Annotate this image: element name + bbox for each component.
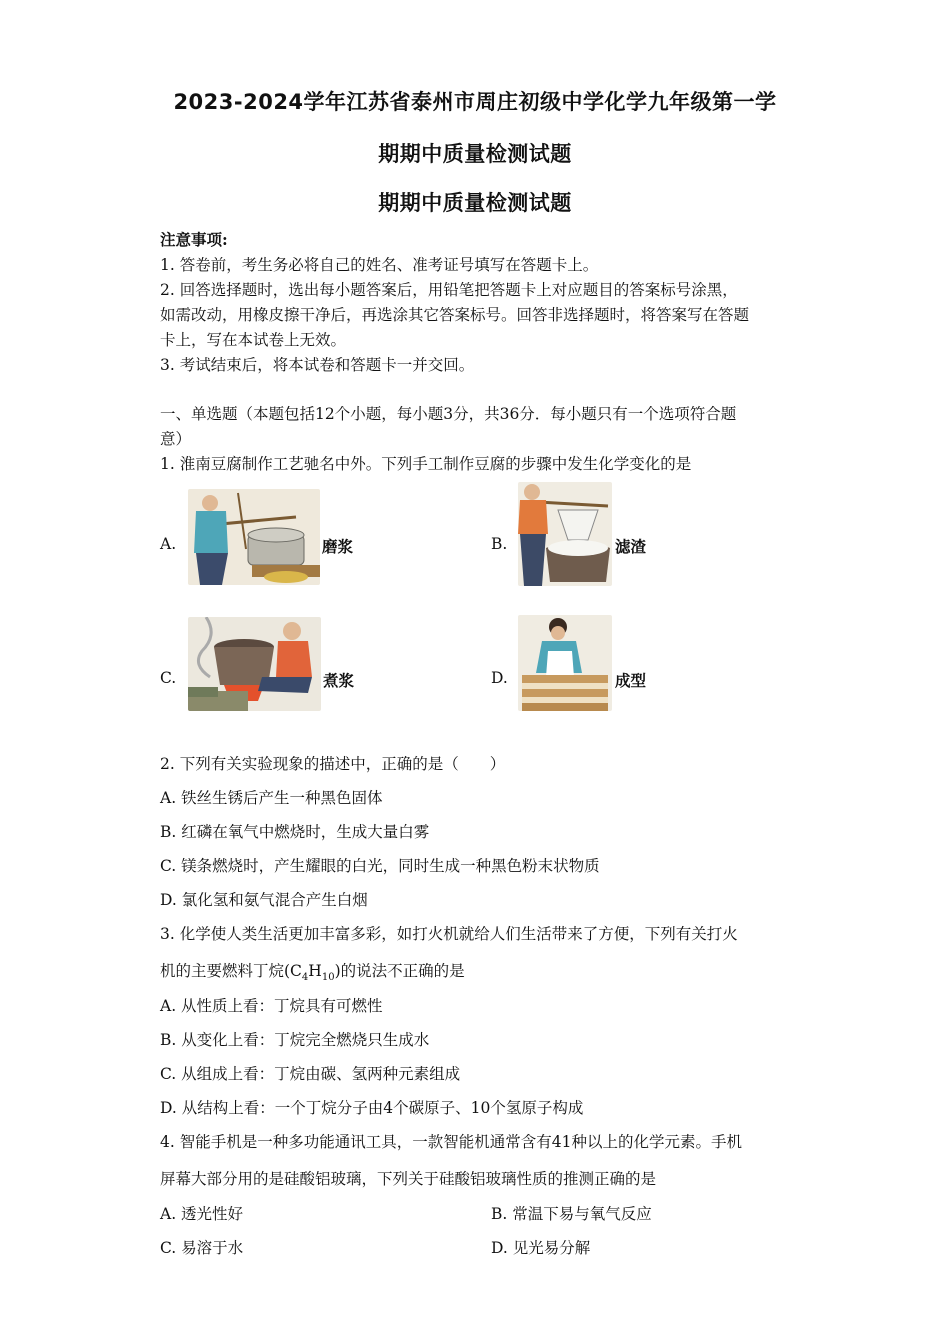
question-4-stem: 4. 智能手机是一种多功能通讯工具，一款智能机通常含有41种以上的化学元素。手机 [160,1133,742,1151]
page-title-line-3: 期期中质量检测试题 [378,191,572,215]
notice-heading: 注意事项: [160,230,228,249]
page-title-line-1: 2023-2024学年江苏省泰州市周庄初级中学化学九年级第一学 [173,90,777,114]
q3-option: C. 从组成上看：丁烷由碳、氢两种元素组成 [160,1065,461,1083]
page-title-line-2: 期期中质量检测试题 [378,142,572,166]
q2-option: B. 红磷在氧气中燃烧时，生成大量白雾 [160,823,430,841]
q4-option-b: B. 常温下易与氧气反应 [491,1205,652,1223]
question-4-stem-cont: 屏幕大部分用的是硅酸铝玻璃，下列关于硅酸铝玻璃性质的推测正确的是 [160,1170,657,1188]
q1-option-b-caption: 滤渣 [615,537,647,556]
q2-option: C. 镁条燃烧时，产生耀眼的白光，同时生成一种黑色粉末状物质 [160,857,600,875]
q3-stem-part: )的说法不正确的是 [334,962,465,980]
q4-option-c: C. 易溶于水 [160,1239,244,1257]
boiling-illustration [188,617,321,711]
question-3-stem-cont [160,959,465,983]
pressing-illustration [518,615,612,711]
q4-option-d: D. 见光易分解 [491,1239,591,1257]
q3-subscript: 10 [321,972,335,984]
q3-option: A. 从性质上看：丁烷具有可燃性 [160,997,383,1015]
notice-item: 2. 回答选择题时，选出每小题答案后，用铅笔把答题卡上对应题目的答案标号涂黑， [160,281,738,299]
notice-item: 如需改动，用橡皮擦干净后，再选涂其它答案标号。回答非选择题时，将答案写在答题 [160,306,750,324]
section-heading-cont: 意） [160,430,192,448]
section-heading: 一、单选题（本题包括12个小题，每小题3分，共36分．每小题只有一个选项符合题 [160,405,737,423]
q1-option-c-letter: C. [160,669,177,687]
notice-item: 3. 考试结束后，将本试卷和答题卡一并交回。 [160,356,475,374]
filtering-illustration [518,482,612,586]
q2-option: D. 氯化氢和氨气混合产生白烟 [160,891,368,909]
q1-option-c-caption: 煮浆 [323,671,355,690]
q1-option-d-caption: 成型 [615,671,647,690]
notice-item: 卡上，写在本试卷上无效。 [160,331,347,349]
q3-stem-part: H [308,962,322,980]
q3-subscript: 4 [301,972,309,984]
question-2-stem: 2. 下列有关实验现象的描述中，正确的是（ ） [160,755,506,773]
q1-option-a-caption: 磨浆 [322,537,354,556]
q3-option: D. 从结构上看：一个丁烷分子由4个碳原子、10个氢原子构成 [160,1099,584,1117]
notice-item: 1. 答卷前，考生务必将自己的姓名、准考证号填写在答题卡上。 [160,256,599,274]
q3-stem-part: 机的主要燃料丁烷(C [160,962,302,980]
q1-option-b-letter: B. [491,535,508,553]
grinding-illustration [188,489,320,585]
q3-option: B. 从变化上看：丁烷完全燃烧只生成水 [160,1031,430,1049]
question-1-stem: 1. 淮南豆腐制作工艺驰名中外。下列手工制作豆腐的步骤中发生化学变化的是 [160,455,692,473]
question-3-stem: 3. 化学使人类生活更加丰富多彩，如打火机就给人们生活带来了方便，下列有关打火 [160,925,738,943]
q2-option: A. 铁丝生锈后产生一种黑色固体 [160,789,383,807]
q4-option-a: A. 透光性好 [160,1205,244,1223]
q1-option-a-letter: A. [160,535,177,553]
q1-option-d-letter: D. [491,669,508,687]
